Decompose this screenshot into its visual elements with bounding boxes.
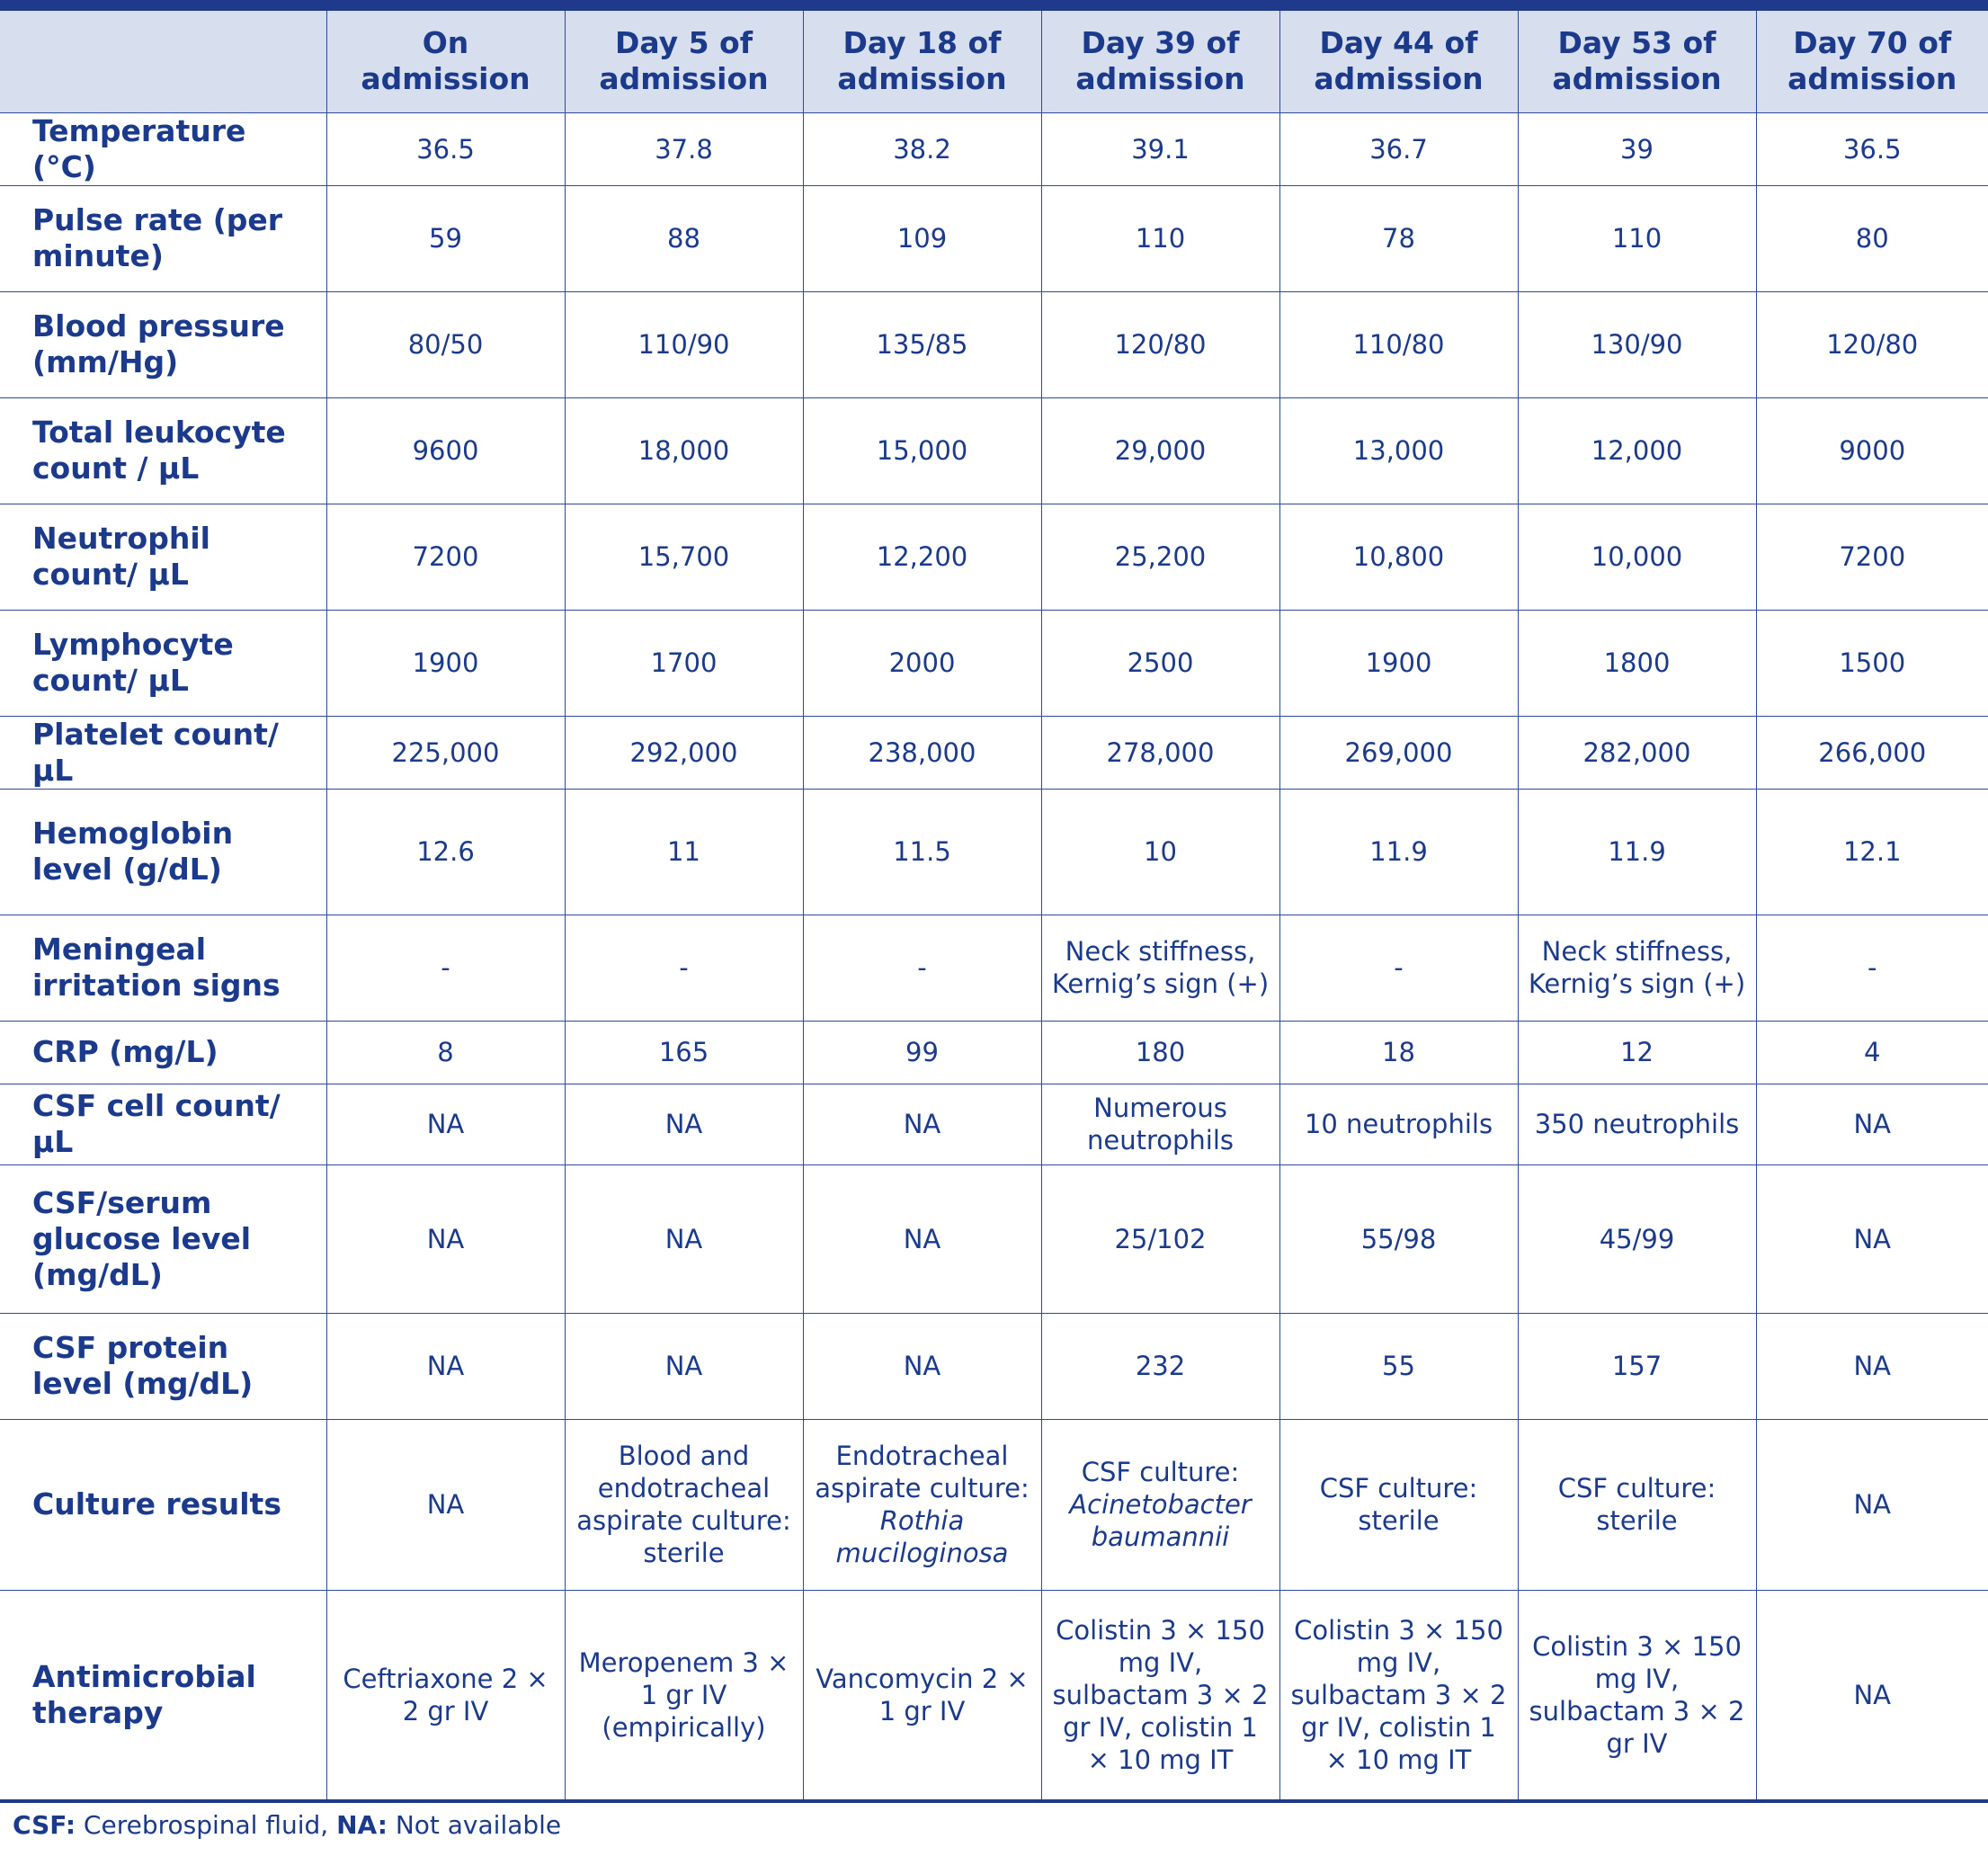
table-row bbox=[0, 789, 1988, 915]
footnote-abbreviation: CSF: bbox=[13, 1810, 76, 1840]
row-label: Culture results bbox=[0, 1419, 326, 1590]
table-cell: 18 bbox=[1279, 1021, 1518, 1084]
table-cell: NA bbox=[326, 1313, 565, 1419]
table-cell: 8 bbox=[326, 1021, 565, 1084]
table-cell: 80 bbox=[1756, 185, 1988, 291]
table-cell: 36.5 bbox=[1756, 112, 1988, 185]
table-cell: Neck stiffness, Kernig’s sign (+) bbox=[1518, 915, 1756, 1021]
organism-name: Rothia muciloginosa bbox=[835, 1505, 1009, 1568]
table-cell: - bbox=[1279, 915, 1518, 1021]
table-cell: 1800 bbox=[1518, 610, 1756, 716]
table-cell: 13,000 bbox=[1279, 397, 1518, 504]
table-cell: NA bbox=[565, 1313, 803, 1419]
column-header: Day 39 of admission bbox=[1041, 11, 1279, 112]
footnote-definition: Cerebrospinal fluid, bbox=[76, 1810, 337, 1840]
column-header: Day 44 of admission bbox=[1279, 11, 1518, 112]
table-cell: 11.9 bbox=[1279, 789, 1518, 915]
table-cell: 135/85 bbox=[803, 291, 1041, 397]
row-label: CSF protein level (mg/dL) bbox=[0, 1313, 326, 1419]
table-cell: NA bbox=[326, 1165, 565, 1313]
table-cell: 55 bbox=[1279, 1313, 1518, 1419]
table-cell: 232 bbox=[1041, 1313, 1279, 1419]
table-cell: 292,000 bbox=[565, 716, 803, 789]
row-label: Blood pressure (mm/Hg) bbox=[0, 291, 326, 397]
table-cell: 11 bbox=[565, 789, 803, 915]
table-cell: Colistin 3 × 150 mg IV, sulbactam 3 × 2 gr IV, colistin 1 × 10 mg IT bbox=[1041, 1590, 1279, 1801]
table-row bbox=[0, 397, 1988, 504]
table-cell: Neck stiffness, Kernig’s sign (+) bbox=[1041, 915, 1279, 1021]
table-cell: Vancomycin 2 × 1 gr IV bbox=[803, 1590, 1041, 1801]
table-cell: 282,000 bbox=[1518, 716, 1756, 789]
table-cell: Numerous neutrophils bbox=[1041, 1084, 1279, 1165]
table-row bbox=[0, 1021, 1988, 1084]
table-cell bbox=[1041, 1419, 1279, 1590]
table-cell: NA bbox=[803, 1084, 1041, 1165]
row-label: Neutrophil count/ µL bbox=[0, 504, 326, 610]
table-cell: 7200 bbox=[1756, 504, 1988, 610]
culture-text: Endotracheal aspirate culture: bbox=[815, 1441, 1030, 1504]
table-cell: 10,000 bbox=[1518, 504, 1756, 610]
table-cell: Colistin 3 × 150 mg IV, sulbactam 3 × 2 gr IV bbox=[1518, 1590, 1756, 1801]
table-cell: 225,000 bbox=[326, 716, 565, 789]
table-cell: 157 bbox=[1518, 1313, 1756, 1419]
table-cell: 12,200 bbox=[803, 504, 1041, 610]
table-cell: 37.8 bbox=[565, 112, 803, 185]
table-cell: 110 bbox=[1518, 185, 1756, 291]
table-cell: NA bbox=[565, 1084, 803, 1165]
row-label: CSF/serum glucose level (mg/dL) bbox=[0, 1165, 326, 1313]
table-row bbox=[0, 1313, 1988, 1419]
clinical-course-table bbox=[0, 11, 1988, 1803]
table-cell: 12,000 bbox=[1518, 397, 1756, 504]
table-cell: - bbox=[565, 915, 803, 1021]
table-cell: 10 bbox=[1041, 789, 1279, 915]
table-cell: 350 neutrophils bbox=[1518, 1084, 1756, 1165]
table-cell: 110/80 bbox=[1279, 291, 1518, 397]
table-row bbox=[0, 915, 1988, 1021]
table-cell: 10 neutrophils bbox=[1279, 1084, 1518, 1165]
row-label: CRP (mg/L) bbox=[0, 1021, 326, 1084]
table-cell: 7200 bbox=[326, 504, 565, 610]
table-cell: 36.5 bbox=[326, 112, 565, 185]
footnote-definition: Not available bbox=[387, 1810, 562, 1840]
footnote-abbreviation: NA: bbox=[336, 1810, 388, 1840]
table-row bbox=[0, 185, 1988, 291]
table-cell: 36.7 bbox=[1279, 112, 1518, 185]
row-label: Pulse rate (per minute) bbox=[0, 185, 326, 291]
header-corner-cell bbox=[0, 11, 326, 112]
table-cell: 88 bbox=[565, 185, 803, 291]
table-row bbox=[0, 716, 1988, 789]
table-row bbox=[0, 1419, 1988, 1590]
table-cell: NA bbox=[1756, 1590, 1988, 1801]
table-cell: 9600 bbox=[326, 397, 565, 504]
table-cell: 78 bbox=[1279, 185, 1518, 291]
table-cell: 12 bbox=[1518, 1021, 1756, 1084]
table-cell: 2000 bbox=[803, 610, 1041, 716]
table-cell: - bbox=[803, 915, 1041, 1021]
table-cell: 39.1 bbox=[1041, 112, 1279, 185]
table-cell: 165 bbox=[565, 1021, 803, 1084]
table-cell: NA bbox=[1756, 1084, 1988, 1165]
table-row bbox=[0, 1590, 1988, 1801]
table-cell: 80/50 bbox=[326, 291, 565, 397]
table-cell: NA bbox=[1756, 1165, 1988, 1313]
table-cell: 15,700 bbox=[565, 504, 803, 610]
table-cell: 12.6 bbox=[326, 789, 565, 915]
table-cell: 1900 bbox=[326, 610, 565, 716]
table-cell: Ceftriaxone 2 × 2 gr IV bbox=[326, 1590, 565, 1801]
table-row bbox=[0, 610, 1988, 716]
row-label: Lymphocyte count/ µL bbox=[0, 610, 326, 716]
table-cell: 18,000 bbox=[565, 397, 803, 504]
row-label: Platelet count/ µL bbox=[0, 716, 326, 789]
table-cell: 130/90 bbox=[1518, 291, 1756, 397]
table-cell: 29,000 bbox=[1041, 397, 1279, 504]
table-cell: 38.2 bbox=[803, 112, 1041, 185]
table-cell: 1900 bbox=[1279, 610, 1518, 716]
table-cell: 266,000 bbox=[1756, 716, 1988, 789]
row-label: Temperature (°C) bbox=[0, 112, 326, 185]
table-cell: Colistin 3 × 150 mg IV, sulbactam 3 × 2 gr IV, colistin 1 × 10 mg IT bbox=[1279, 1590, 1518, 1801]
table-footnote bbox=[13, 1810, 561, 1841]
table-cell: NA bbox=[565, 1165, 803, 1313]
table-cell: CSF culture: sterile bbox=[1518, 1419, 1756, 1590]
table-cell: 2500 bbox=[1041, 610, 1279, 716]
row-label: Meningeal irritation signs bbox=[0, 915, 326, 1021]
table-row bbox=[0, 1165, 1988, 1313]
row-label: Total leukocyte count / µL bbox=[0, 397, 326, 504]
table-row bbox=[0, 291, 1988, 397]
organism-name: Acinetobacter baumannii bbox=[1069, 1489, 1252, 1552]
table-cell: 99 bbox=[803, 1021, 1041, 1084]
column-header: On admission bbox=[326, 11, 565, 112]
table-row bbox=[0, 1084, 1988, 1165]
column-header: Day 53 of admission bbox=[1518, 11, 1756, 112]
table-cell: 10,800 bbox=[1279, 504, 1518, 610]
table-cell: 12.1 bbox=[1756, 789, 1988, 915]
table-cell: Blood and endotracheal aspirate culture: sterile bbox=[565, 1419, 803, 1590]
column-header: Day 70 of admission bbox=[1756, 11, 1988, 112]
table-cell: 4 bbox=[1756, 1021, 1988, 1084]
table-cell: - bbox=[1756, 915, 1988, 1021]
table-cell: 39 bbox=[1518, 112, 1756, 185]
table-cell: - bbox=[326, 915, 565, 1021]
table-cell: Meropenem 3 × 1 gr IV (empirically) bbox=[565, 1590, 803, 1801]
table-cell: 15,000 bbox=[803, 397, 1041, 504]
table-cell bbox=[803, 1419, 1041, 1590]
column-header: Day 18 of admission bbox=[803, 11, 1041, 112]
table-cell: NA bbox=[326, 1419, 565, 1590]
table-top-rule bbox=[0, 0, 1988, 11]
table-cell: 45/99 bbox=[1518, 1165, 1756, 1313]
table-cell: NA bbox=[1756, 1419, 1988, 1590]
table-cell: NA bbox=[803, 1165, 1041, 1313]
table-cell: 25/102 bbox=[1041, 1165, 1279, 1313]
table-cell: 120/80 bbox=[1756, 291, 1988, 397]
table-cell: 11.9 bbox=[1518, 789, 1756, 915]
table-cell: 9000 bbox=[1756, 397, 1988, 504]
table-row bbox=[0, 504, 1988, 610]
table-cell: 25,200 bbox=[1041, 504, 1279, 610]
table-cell: 110/90 bbox=[565, 291, 803, 397]
row-label: Hemoglobin level (g/dL) bbox=[0, 789, 326, 915]
table-cell: 278,000 bbox=[1041, 716, 1279, 789]
table-cell: NA bbox=[326, 1084, 565, 1165]
header-row bbox=[0, 11, 1988, 112]
table-cell: 11.5 bbox=[803, 789, 1041, 915]
table-cell: 1700 bbox=[565, 610, 803, 716]
row-label: CSF cell count/ µL bbox=[0, 1084, 326, 1165]
table-cell: 120/80 bbox=[1041, 291, 1279, 397]
table-cell: 238,000 bbox=[803, 716, 1041, 789]
column-header: Day 5 of admission bbox=[565, 11, 803, 112]
table-cell: 55/98 bbox=[1279, 1165, 1518, 1313]
table-cell: 59 bbox=[326, 185, 565, 291]
table-cell: NA bbox=[1756, 1313, 1988, 1419]
row-label: Antimicrobial therapy bbox=[0, 1590, 326, 1801]
table-cell: 269,000 bbox=[1279, 716, 1518, 789]
table-cell: 1500 bbox=[1756, 610, 1988, 716]
culture-text: CSF culture: bbox=[1081, 1457, 1240, 1487]
table-cell: 110 bbox=[1041, 185, 1279, 291]
table-cell: CSF culture: sterile bbox=[1279, 1419, 1518, 1590]
table-cell: 180 bbox=[1041, 1021, 1279, 1084]
table-row bbox=[0, 112, 1988, 185]
table-cell: 109 bbox=[803, 185, 1041, 291]
table-cell: NA bbox=[803, 1313, 1041, 1419]
